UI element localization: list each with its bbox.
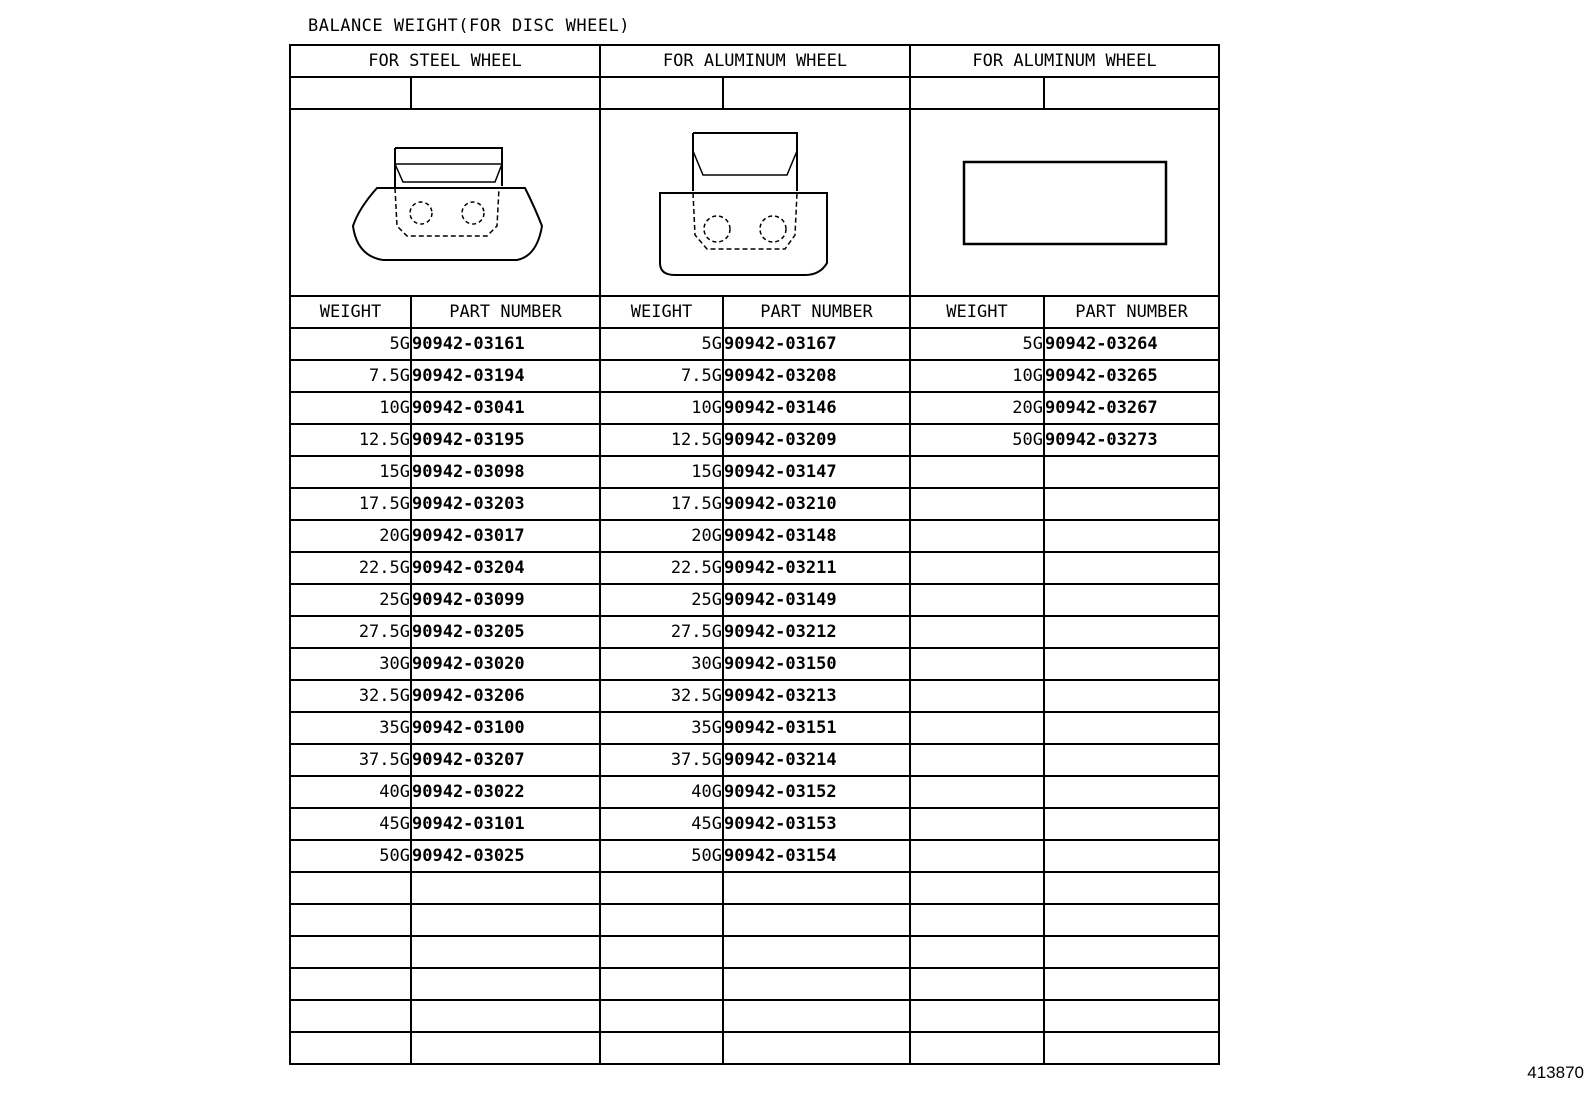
aluminum-weight-cell bbox=[600, 1000, 723, 1032]
column-header-row bbox=[290, 296, 1219, 328]
aluminum-part-number-cell: 90942-03210 bbox=[723, 488, 910, 520]
steel-part-number-cell: 90942-03022 bbox=[411, 776, 600, 808]
steel-part-number-cell: 90942-03203 bbox=[411, 488, 600, 520]
aluminum-weight-cell: 50G bbox=[600, 840, 723, 872]
aluminum-2-weight-cell: 20G bbox=[910, 392, 1044, 424]
steel-weight-cell bbox=[290, 1032, 411, 1064]
table-row bbox=[290, 424, 1219, 456]
table-row bbox=[290, 456, 1219, 488]
page-title: BALANCE WEIGHT(FOR DISC WHEEL) bbox=[308, 16, 631, 36]
blank-cell bbox=[600, 77, 723, 109]
steel-weight-cell: 30G bbox=[290, 648, 411, 680]
aluminum-2-part-number-cell bbox=[1044, 712, 1219, 744]
table-row bbox=[290, 520, 1219, 552]
steel-weight-cell: 35G bbox=[290, 712, 411, 744]
steel-weight-cell: 32.5G bbox=[290, 680, 411, 712]
table-row bbox=[290, 584, 1219, 616]
table-row bbox=[290, 680, 1219, 712]
steel-part-number-cell: 90942-03098 bbox=[411, 456, 600, 488]
aluminum-2-part-number-cell: 90942-03273 bbox=[1044, 424, 1219, 456]
steel-part-number-cell bbox=[411, 968, 600, 1000]
table-row bbox=[290, 872, 1219, 904]
table-row bbox=[290, 840, 1219, 872]
steel-weight-cell: 45G bbox=[290, 808, 411, 840]
steel-part-number-cell: 90942-03025 bbox=[411, 840, 600, 872]
aluminum-2-weight-cell: 50G bbox=[910, 424, 1044, 456]
adhesive-weight-illustration-cell bbox=[910, 109, 1219, 296]
steel-weight-cell: 25G bbox=[290, 584, 411, 616]
steel-weight-cell bbox=[290, 936, 411, 968]
aluminum-2-weight-cell bbox=[910, 712, 1044, 744]
table-row bbox=[290, 968, 1219, 1000]
aluminum-weight-cell: 32.5G bbox=[600, 680, 723, 712]
table-row bbox=[290, 392, 1219, 424]
blank-cell bbox=[1044, 77, 1219, 109]
steel-weight-cell: 17.5G bbox=[290, 488, 411, 520]
steel-clip-weight-illustration bbox=[345, 138, 545, 268]
aluminum-2-part-number-cell bbox=[1044, 808, 1219, 840]
table-row bbox=[290, 936, 1219, 968]
aluminum-2-weight-cell bbox=[910, 1000, 1044, 1032]
aluminum-part-number-cell: 90942-03167 bbox=[723, 328, 910, 360]
steel-weight-cell bbox=[290, 872, 411, 904]
aluminum-part-number-cell: 90942-03154 bbox=[723, 840, 910, 872]
aluminum-2-weight-cell bbox=[910, 520, 1044, 552]
aluminum-weight-cell: 22.5G bbox=[600, 552, 723, 584]
aluminum-part-number-cell: 90942-03153 bbox=[723, 808, 910, 840]
steel-weight-cell: 50G bbox=[290, 840, 411, 872]
steel-part-number-cell bbox=[411, 936, 600, 968]
aluminum-2-weight-cell: 10G bbox=[910, 360, 1044, 392]
illustration-row bbox=[290, 109, 1219, 296]
table-row bbox=[290, 488, 1219, 520]
section-steel-heading: FOR STEEL WHEEL bbox=[290, 45, 600, 77]
table-row bbox=[290, 1000, 1219, 1032]
aluminum-part-number-cell bbox=[723, 1000, 910, 1032]
aluminum-weight-cell: 10G bbox=[600, 392, 723, 424]
table-row bbox=[290, 808, 1219, 840]
aluminum-weight-illustration-cell bbox=[600, 109, 910, 296]
steel-part-number-cell: 90942-03204 bbox=[411, 552, 600, 584]
balance-weight-table bbox=[289, 44, 1220, 1065]
aluminum-2-part-number-cell bbox=[1044, 1000, 1219, 1032]
aluminum-weight-cell: 7.5G bbox=[600, 360, 723, 392]
blank-header-row bbox=[290, 77, 1219, 109]
aluminum-2-weight-cell bbox=[910, 488, 1044, 520]
aluminum-2-part-number-cell bbox=[1044, 968, 1219, 1000]
aluminum-part-number-cell: 90942-03148 bbox=[723, 520, 910, 552]
steel-part-number-cell: 90942-03100 bbox=[411, 712, 600, 744]
aluminum-part-number-cell: 90942-03214 bbox=[723, 744, 910, 776]
aluminum-2-weight-cell bbox=[910, 872, 1044, 904]
steel-part-number-cell: 90942-03041 bbox=[411, 392, 600, 424]
aluminum-weight-cell: 30G bbox=[600, 648, 723, 680]
aluminum-2-part-number-cell bbox=[1044, 744, 1219, 776]
table-row bbox=[290, 360, 1219, 392]
steel-weight-cell: 7.5G bbox=[290, 360, 411, 392]
aluminum-weight-cell: 25G bbox=[600, 584, 723, 616]
steel-part-number-cell bbox=[411, 904, 600, 936]
aluminum-2-part-number-cell bbox=[1044, 680, 1219, 712]
steel-weight-cell: 22.5G bbox=[290, 552, 411, 584]
section-aluminum-2-heading: FOR ALUMINUM WHEEL bbox=[910, 45, 1219, 77]
aluminum-2-weight-cell: 5G bbox=[910, 328, 1044, 360]
aluminum-2-part-number-cell bbox=[1044, 776, 1219, 808]
blank-cell bbox=[290, 77, 411, 109]
aluminum-part-number-cell: 90942-03150 bbox=[723, 648, 910, 680]
aluminum-2-weight-cell bbox=[910, 904, 1044, 936]
steel-weight-cell: 5G bbox=[290, 328, 411, 360]
steel-weight-cell: 40G bbox=[290, 776, 411, 808]
steel-part-number-cell: 90942-03161 bbox=[411, 328, 600, 360]
aluminum-part-number-cell: 90942-03213 bbox=[723, 680, 910, 712]
aluminum-2-weight-column-header: WEIGHT bbox=[910, 296, 1044, 328]
aluminum-part-column-header: PART NUMBER bbox=[723, 296, 910, 328]
table-row bbox=[290, 712, 1219, 744]
aluminum-part-number-cell bbox=[723, 872, 910, 904]
aluminum-2-weight-cell bbox=[910, 744, 1044, 776]
steel-part-number-cell: 90942-03206 bbox=[411, 680, 600, 712]
section-aluminum-heading: FOR ALUMINUM WHEEL bbox=[600, 45, 910, 77]
steel-weight-cell: 15G bbox=[290, 456, 411, 488]
aluminum-2-weight-cell bbox=[910, 968, 1044, 1000]
aluminum-weight-cell: 20G bbox=[600, 520, 723, 552]
aluminum-2-weight-cell bbox=[910, 584, 1044, 616]
aluminum-weight-cell bbox=[600, 872, 723, 904]
adhesive-weight-illustration bbox=[960, 158, 1170, 248]
aluminum-part-number-cell: 90942-03211 bbox=[723, 552, 910, 584]
aluminum-2-part-number-cell bbox=[1044, 872, 1219, 904]
table-row bbox=[290, 744, 1219, 776]
aluminum-2-part-column-header: PART NUMBER bbox=[1044, 296, 1219, 328]
aluminum-weight-cell: 15G bbox=[600, 456, 723, 488]
aluminum-part-number-cell: 90942-03208 bbox=[723, 360, 910, 392]
aluminum-weight-column-header: WEIGHT bbox=[600, 296, 723, 328]
aluminum-2-part-number-cell bbox=[1044, 648, 1219, 680]
steel-part-column-header: PART NUMBER bbox=[411, 296, 600, 328]
aluminum-2-part-number-cell bbox=[1044, 488, 1219, 520]
aluminum-2-part-number-cell: 90942-03265 bbox=[1044, 360, 1219, 392]
aluminum-weight-cell: 5G bbox=[600, 328, 723, 360]
steel-part-number-cell: 90942-03020 bbox=[411, 648, 600, 680]
aluminum-weight-cell: 27.5G bbox=[600, 616, 723, 648]
aluminum-2-part-number-cell bbox=[1044, 1032, 1219, 1064]
steel-part-number-cell: 90942-03207 bbox=[411, 744, 600, 776]
steel-weight-cell: 10G bbox=[290, 392, 411, 424]
steel-part-number-cell: 90942-03017 bbox=[411, 520, 600, 552]
aluminum-2-weight-cell bbox=[910, 808, 1044, 840]
aluminum-2-weight-cell bbox=[910, 456, 1044, 488]
drawing-id: 413870 bbox=[1527, 1063, 1584, 1082]
blank-cell bbox=[723, 77, 910, 109]
steel-weight-cell bbox=[290, 968, 411, 1000]
aluminum-2-part-number-cell bbox=[1044, 456, 1219, 488]
aluminum-weight-cell: 40G bbox=[600, 776, 723, 808]
aluminum-2-part-number-cell bbox=[1044, 840, 1219, 872]
section-header-row bbox=[290, 45, 1219, 77]
steel-weight-cell: 12.5G bbox=[290, 424, 411, 456]
table-row bbox=[290, 1032, 1219, 1064]
aluminum-2-part-number-cell bbox=[1044, 616, 1219, 648]
table-row bbox=[290, 904, 1219, 936]
aluminum-2-weight-cell bbox=[910, 1032, 1044, 1064]
aluminum-part-number-cell bbox=[723, 936, 910, 968]
steel-weight-cell: 37.5G bbox=[290, 744, 411, 776]
aluminum-part-number-cell: 90942-03151 bbox=[723, 712, 910, 744]
aluminum-2-part-number-cell bbox=[1044, 584, 1219, 616]
aluminum-2-part-number-cell: 90942-03267 bbox=[1044, 392, 1219, 424]
aluminum-part-number-cell: 90942-03152 bbox=[723, 776, 910, 808]
aluminum-part-number-cell: 90942-03149 bbox=[723, 584, 910, 616]
aluminum-part-number-cell: 90942-03147 bbox=[723, 456, 910, 488]
aluminum-weight-cell bbox=[600, 968, 723, 1000]
steel-part-number-cell: 90942-03194 bbox=[411, 360, 600, 392]
aluminum-2-weight-cell bbox=[910, 616, 1044, 648]
steel-part-number-cell: 90942-03101 bbox=[411, 808, 600, 840]
steel-weight-cell bbox=[290, 904, 411, 936]
aluminum-2-part-number-cell bbox=[1044, 520, 1219, 552]
aluminum-weight-cell bbox=[600, 1032, 723, 1064]
aluminum-part-number-cell bbox=[723, 1032, 910, 1064]
aluminum-weight-cell: 37.5G bbox=[600, 744, 723, 776]
aluminum-clip-weight-illustration bbox=[655, 123, 855, 283]
steel-weight-cell: 27.5G bbox=[290, 616, 411, 648]
aluminum-part-number-cell: 90942-03209 bbox=[723, 424, 910, 456]
aluminum-2-part-number-cell bbox=[1044, 936, 1219, 968]
aluminum-part-number-cell: 90942-03146 bbox=[723, 392, 910, 424]
aluminum-weight-cell bbox=[600, 904, 723, 936]
aluminum-weight-cell: 35G bbox=[600, 712, 723, 744]
aluminum-weight-cell bbox=[600, 936, 723, 968]
steel-part-number-cell bbox=[411, 1032, 600, 1064]
steel-weight-illustration-cell bbox=[290, 109, 600, 296]
table-row bbox=[290, 616, 1219, 648]
steel-weight-cell bbox=[290, 1000, 411, 1032]
aluminum-weight-cell: 12.5G bbox=[600, 424, 723, 456]
aluminum-part-number-cell: 90942-03212 bbox=[723, 616, 910, 648]
aluminum-2-weight-cell bbox=[910, 776, 1044, 808]
table-row bbox=[290, 552, 1219, 584]
aluminum-2-weight-cell bbox=[910, 680, 1044, 712]
table-row bbox=[290, 648, 1219, 680]
aluminum-2-weight-cell bbox=[910, 552, 1044, 584]
aluminum-2-part-number-cell bbox=[1044, 904, 1219, 936]
aluminum-part-number-cell bbox=[723, 904, 910, 936]
steel-part-number-cell: 90942-03099 bbox=[411, 584, 600, 616]
steel-part-number-cell bbox=[411, 1000, 600, 1032]
table-row bbox=[290, 328, 1219, 360]
table-row bbox=[290, 776, 1219, 808]
steel-part-number-cell: 90942-03205 bbox=[411, 616, 600, 648]
aluminum-weight-cell: 45G bbox=[600, 808, 723, 840]
blank-cell bbox=[411, 77, 600, 109]
aluminum-2-part-number-cell: 90942-03264 bbox=[1044, 328, 1219, 360]
steel-part-number-cell: 90942-03195 bbox=[411, 424, 600, 456]
aluminum-2-weight-cell bbox=[910, 840, 1044, 872]
aluminum-2-weight-cell bbox=[910, 936, 1044, 968]
steel-weight-cell: 20G bbox=[290, 520, 411, 552]
steel-part-number-cell bbox=[411, 872, 600, 904]
steel-weight-column-header: WEIGHT bbox=[290, 296, 411, 328]
aluminum-part-number-cell bbox=[723, 968, 910, 1000]
blank-cell bbox=[910, 77, 1044, 109]
aluminum-weight-cell: 17.5G bbox=[600, 488, 723, 520]
aluminum-2-weight-cell bbox=[910, 648, 1044, 680]
aluminum-2-part-number-cell bbox=[1044, 552, 1219, 584]
